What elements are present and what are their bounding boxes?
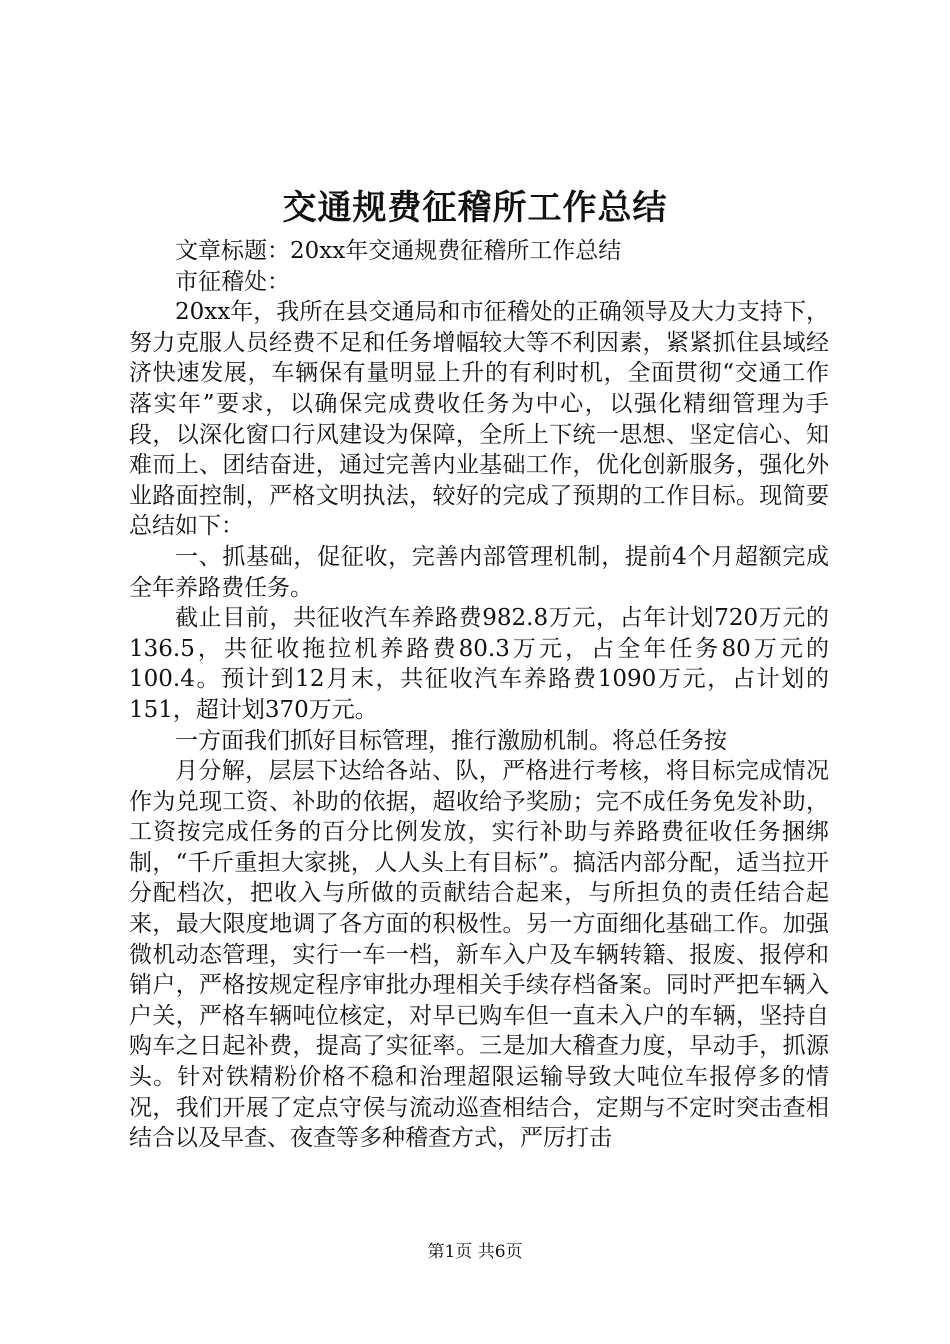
document-body [129, 236, 829, 1154]
details-paragraph: 月分解，层层下达给各站、队，严格进行考核，将目标完成情况作为兑现工资、补助的依据，超收给予奖励；完不成任务免发补助，工资按完成任务的百分比例发放，实行补助与养路费征收任务捆绑制，“千斤重担大家挑，人人头上有目标”。搞活内部分配，适当拉开分配档次，把收入与所做的贡献结合起来，与所担负的责任结合起来，最大限度地调了各方面的积极性。另一方面细化基础工作。加强微机动态管理，实行一车一档，新车入户及车辆转籍、报废、报停和销户，严格按规定程序审批办理相关手续存档备案。同时严把车辆入户关，严格车辆吨位核定，对早已购车但一直未入户的车辆，坚持自购车之日起补费，提高了实征率。三是加大稽查力度，早动手，抓源头。针对铁精粉价格不稳和治理超限运输导致大吨位车报停多的情况，我们开展了定点守侯与流动巡查相结合，定期与不定时突击查相结合以及早查、夜查等多种稽查方式，严厉打击 [129, 758, 829, 1152]
recipient-line: 市征稽处： [175, 268, 290, 295]
section-heading: 一、抓基础，促征收，完善内部管理机制，提前4个月超额完成全年养路费任务。 [129, 543, 829, 601]
management-paragraph: 一方面我们抓好目标管理，推行激励机制。将总任务按 [175, 727, 727, 754]
article-title-line: 文章标题：20xx年交通规费征稽所工作总结 [175, 238, 622, 264]
statistics-paragraph: 截止目前，共征收汽车养路费982.8万元，占年计划720万元的136.5，共征收拖拉机养路费80.3万元，占全年任务80万元的100.4。预计到12月末，共征收汽车养路费1090万元，占计划的151，超计划370万元。 [129, 605, 829, 723]
intro-paragraph: 20xx年，我所在县交通局和市征稽处的正确领导及大力支持下，努力克服人员经费不足和任务增幅较大等不利因素，紧紧抓住县域经济快速发展，车辆保有量明显上升的有利时机，全面贯彻“交通工作落实年”要求，以确保完成费收任务为中心，以强化精细管理为手段，以深化窗口行风建设为保障，全所上下统一思想、坚定信心、知难而上、团结奋进，通过完善内业基础工作，优化创新服务，强化外业路面控制，严格文明执法，较好的完成了预期的工作目标。现简要总结如下： [129, 299, 829, 540]
page-footer: 第1页 共6页 [427, 1242, 523, 1262]
document-title: 交通规费征稽所工作总结 [282, 188, 668, 228]
